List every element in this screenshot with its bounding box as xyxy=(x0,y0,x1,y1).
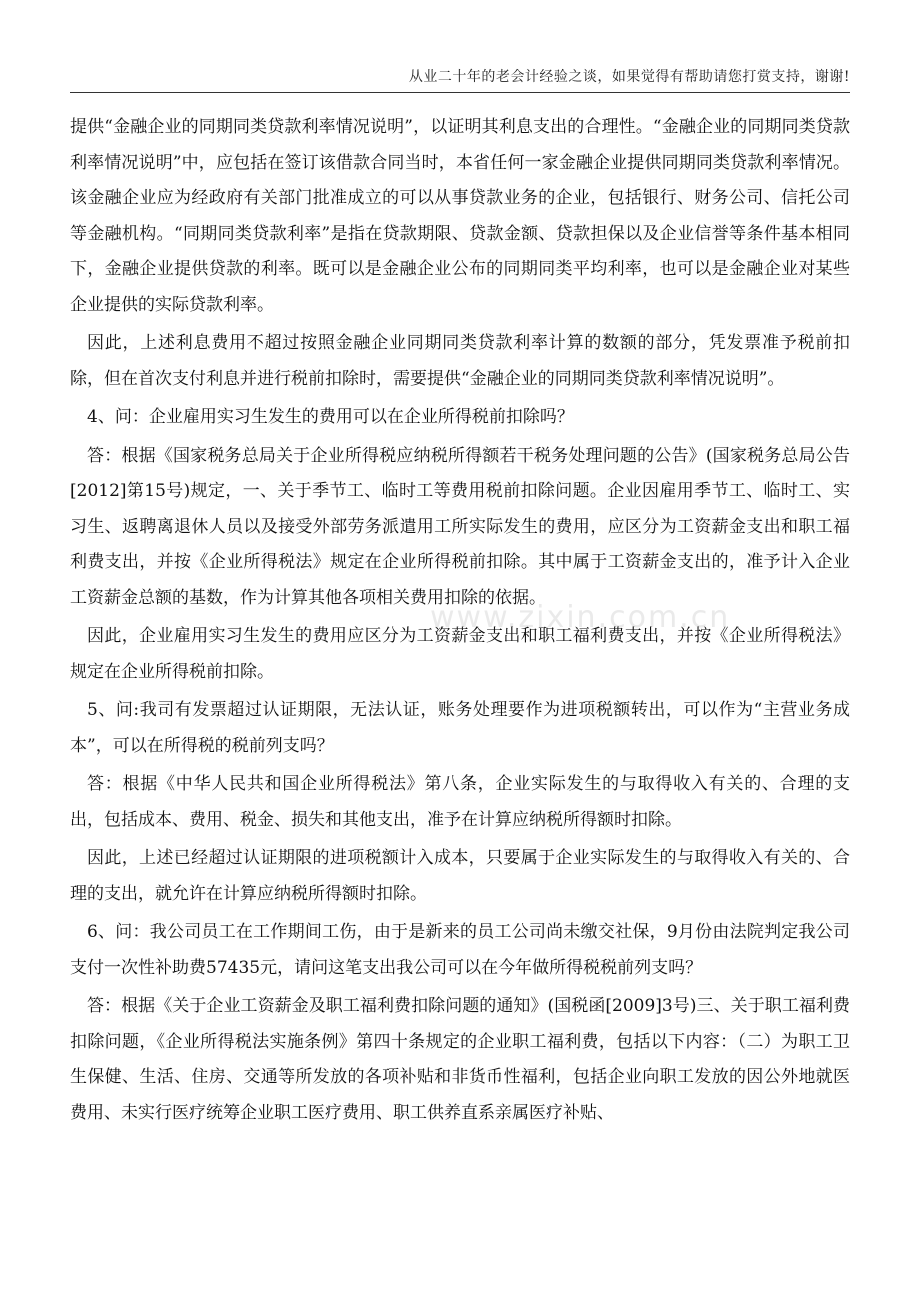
document-body xyxy=(70,110,850,1134)
watermark: www.zixin.com.cn xyxy=(430,600,731,635)
question-4: 4、问：企业雇用实习生发生的费用可以在企业所得税前扣除吗？ xyxy=(87,407,574,427)
paragraph-1: 提供“金融企业的同期同类贷款利率情况说明”，以证明其利息支出的合理性。“金融企业的同期同类贷款利率情况说明”中，应包括在签订该借款合同当时，本省任何一家金融企业提供同期同类贷款利率情况。该金融企业应为经政府有关部门批准成立的可以从事贷款业务的企业，包括银行、财务公司、信托公司等金融机构。“同期同类贷款利率”是指在贷款期限、贷款金额、贷款担保以及企业信誉等条件基本相同下，金融企业提供贷款的利率。既可以是金融企业公布的同期同类平均利率，也可以是金融企业对某些企业提供的实际贷款利率。 xyxy=(70,117,850,315)
question-5: 5、问:我司有发票超过认证期限，无法认证，账务处理要作为进项税额转出，可以作为“主营业务成本”，可以在所得税的税前列支吗？ xyxy=(70,700,850,756)
header-note: 从业二十年的老会计经验之谈，如果觉得有帮助请您打赏支持，谢谢! xyxy=(408,69,850,85)
paragraph-2: 因此，上述利息费用不超过按照金融企业同期同类贷款利率计算的数额的部分，凭发票准予税前扣除，但在首次支付利息并进行税前扣除时，需要提供“金融企业的同期同类贷款利率情况说明”。 xyxy=(70,333,850,389)
answer-5: 答：根据《中华人民共和国企业所得税法》第八条，企业实际发生的与取得收入有关的、合理的支出，包括成本、费用、税金、损失和其他支出，准予在计算应纳税所得额时扣除。 xyxy=(70,774,850,830)
conclusion-4: 因此，企业雇用实习生发生的费用应区分为工资薪金支出和职工福利费支出，并按《企业所得税法》规定在企业所得税前扣除。 xyxy=(70,626,850,682)
conclusion-5: 因此，上述已经超过认证期限的进项税额计入成本，只要属于企业实际发生的与取得收入有关的、合理的支出，就允许在计算应纳税所得额时扣除。 xyxy=(70,848,850,904)
header-divider xyxy=(70,92,850,93)
answer-4: 答：根据《国家税务总局关于企业所得税应纳税所得额若干税务处理问题的公告》(国家税务总局公告[2012]第15号)规定，一、关于季节工、临时工等费用税前扣除问题。企业因雇用季节工、临时工、实习生、返聘离退休人员以及接受外部劳务派遣用工所实际发生的费用，应区分为工资薪金支出和职工福利费支出，并按《企业所得税法》规定在企业所得税前扣除。其中属于工资薪金支出的，准予计入企业工资薪金总额的基数，作为计算其他各项相关费用扣除的依据。 xyxy=(70,445,850,608)
question-6: 6、问：我公司员工在工作期间工伤，由于是新来的员工公司尚未缴交社保，9月份由法院判定我公司支付一次性补助费57435元，请问这笔支出我公司可以在今年做所得税税前列支吗？ xyxy=(70,922,850,978)
answer-6: 答：根据《关于企业工资薪金及职工福利费扣除问题的通知》(国税函[2009]3号)三、关于职工福利费扣除问题，《企业所得税法实施条例》第四十条规定的企业职工福利费，包括以下内容：（二）为职工卫生保健、生活、住房、交通等所发放的各项补贴和非货币性福利，包括企业向职工发放的因公外地就医费用、未实行医疗统筹企业职工医疗费用、职工供养直系亲属医疗补贴、 xyxy=(70,996,850,1123)
